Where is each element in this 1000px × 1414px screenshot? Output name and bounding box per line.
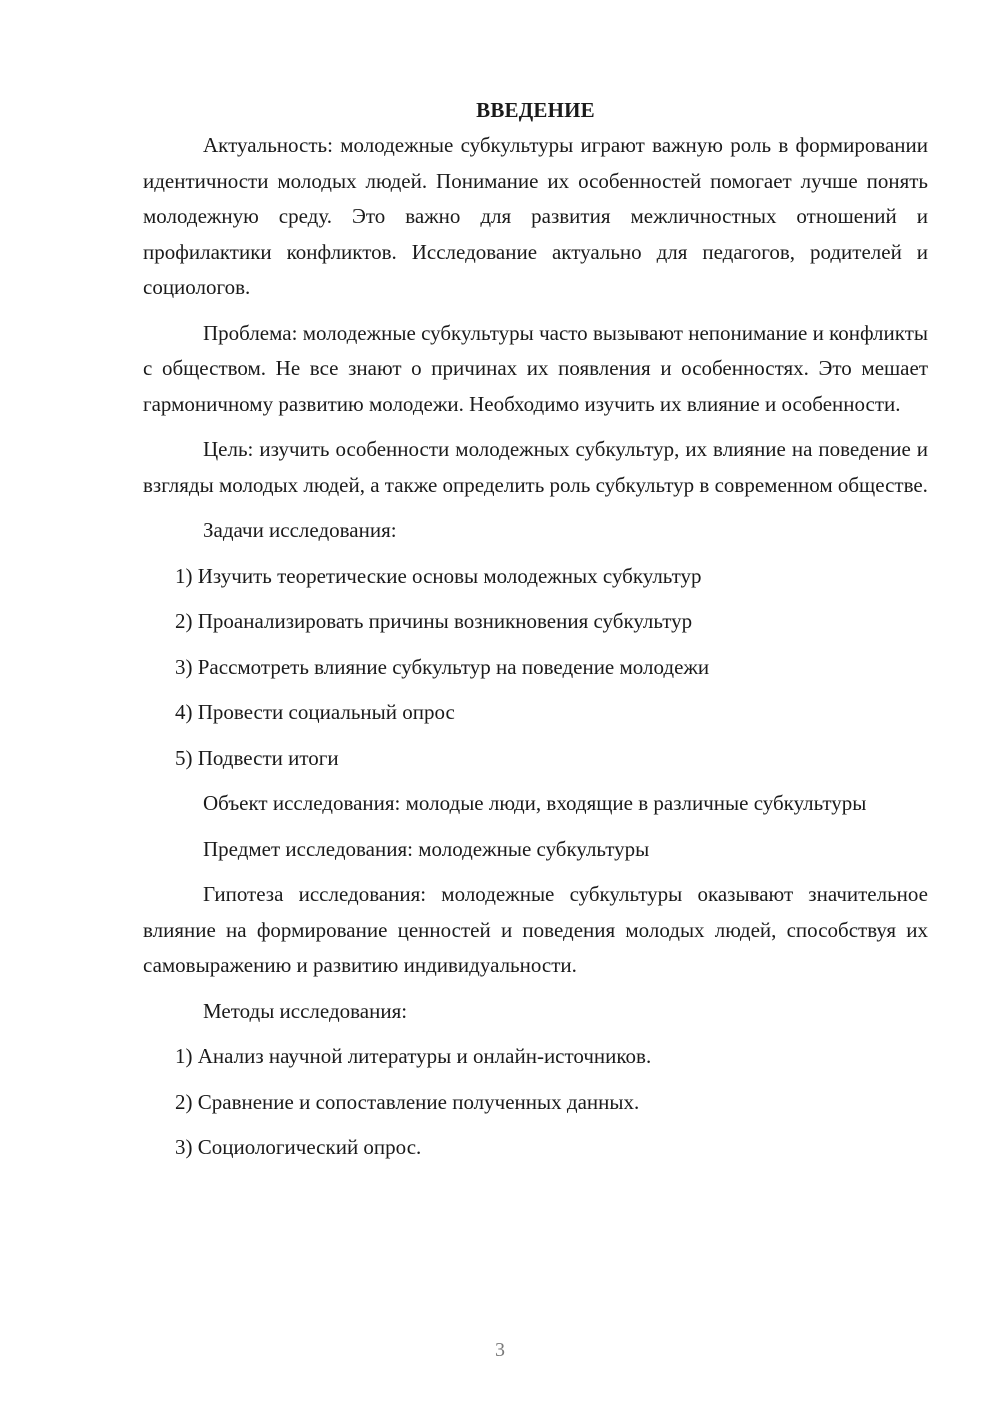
problem-paragraph: Проблема: молодежные субкультуры часто вызывают непонимание и конфликты с обществом. Не все знают о причинах их появления и особенностях. Это мешает гармоничному развитию молодежи. Необходимо изучить их влияние и особенности. bbox=[143, 320, 928, 416]
tasks-heading: Задачи исследования: bbox=[203, 518, 397, 542]
document-page bbox=[143, 92, 928, 1166]
methods-heading: Методы исследования: bbox=[203, 998, 408, 1023]
method-item-1: 1) Анализ научной литературы и онлайн-источников. bbox=[175, 1044, 652, 1068]
page-number: 3 bbox=[495, 1339, 505, 1361]
subject-paragraph: Предмет исследования: молодежные субкультуры bbox=[203, 836, 650, 861]
method-item-2: 2) Сравнение и сопоставление полученных данных. bbox=[175, 1089, 640, 1114]
actuality-paragraph: Актуальность: молодежные субкультуры играют важную роль в формировании идентичности молодых людей. Понимание их особенностей помогает лучше понять молодежную среду. Это важно для развития межличностных отношений и профилактики конфликтов. Исследование актуально для педагогов, родителей и социологов. bbox=[143, 133, 928, 299]
task-item-5: 5) Подвести итоги bbox=[175, 745, 339, 770]
hypothesis-paragraph: Гипотеза исследования: молодежные субкультуры оказывают значительное влияние на формирование ценностей и поведения молодых людей, способствуя их самовыражению и развитию индивидуальности. bbox=[143, 882, 928, 977]
method-item-3: 3) Социологический опрос. bbox=[175, 1135, 422, 1159]
task-item-3: 3) Рассмотреть влияние субкультур на поведение молодежи bbox=[175, 654, 710, 679]
goal-paragraph: Цель: изучить особенности молодежных субкультур, их влияние на поведение и взгляды молодых людей, а также определить роль субкультур в современном обществе. bbox=[143, 437, 928, 497]
task-item-2: 2) Проанализировать причины возникновения субкультур bbox=[175, 609, 693, 633]
object-paragraph: Объект исследования: молодые люди, входящие в различные субкультуры bbox=[203, 791, 867, 815]
task-item-4: 4) Провести социальный опрос bbox=[175, 700, 455, 724]
task-item-1: 1) Изучить теоретические основы молодежных субкультур bbox=[175, 563, 702, 588]
section-title: ВВЕДЕНИЕ bbox=[476, 98, 595, 122]
